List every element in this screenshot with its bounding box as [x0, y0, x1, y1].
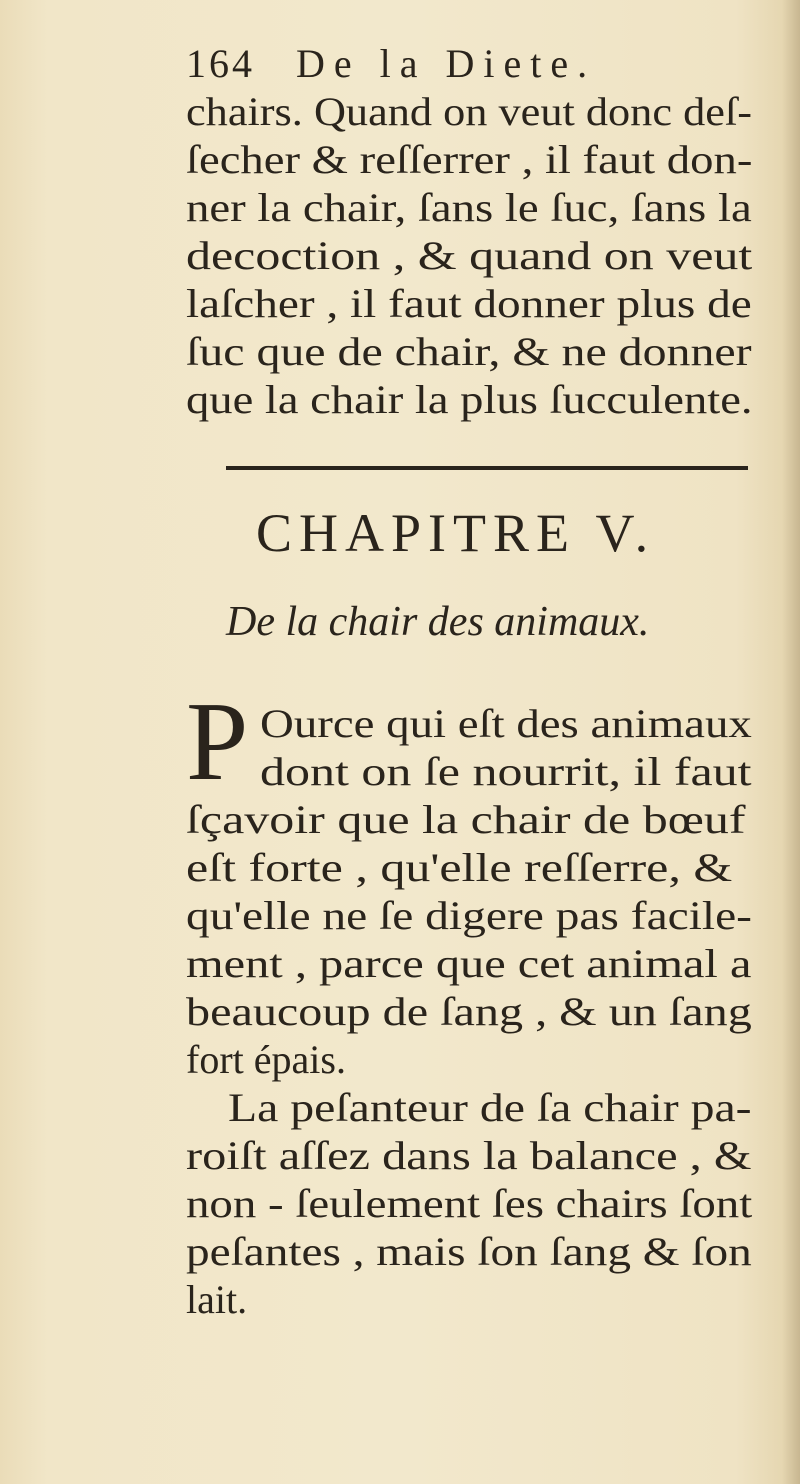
- page-number: 164: [186, 41, 255, 86]
- text-line: lait.: [186, 1277, 248, 1322]
- text-line: eſt forte , qu'elle reſſerre, &: [186, 845, 733, 890]
- text-line: dont on ſe nourrit, il faut: [260, 749, 752, 794]
- running-header: [186, 40, 596, 88]
- text-line: ſecher & reſſerrer , il faut don-: [186, 137, 753, 182]
- text-line: ſuc que de chair, & ne donner: [186, 329, 752, 374]
- text-line: ner la chair, ſans le ſuc, ſans la: [186, 185, 752, 230]
- section-divider: [226, 466, 748, 470]
- text-line: laſcher , il faut donner plus de: [186, 281, 752, 326]
- text-line: Ource qui eſt des animaux: [260, 701, 752, 746]
- text-line: beaucoup de ſang , & un ſang: [186, 989, 752, 1034]
- text-line: fort épais.: [186, 1037, 346, 1082]
- chapter-heading: CHAPITRE V.: [256, 503, 656, 563]
- drop-cap: P: [186, 680, 249, 804]
- text-line: chairs. Quand on veut donc deſ-: [186, 89, 752, 134]
- text-line: La peſanteur de ſa chair pa-: [228, 1085, 752, 1130]
- text-line: qu'elle ne ſe digere pas facile-: [186, 893, 752, 938]
- text-line: non - ſeulement ſes chairs ſont: [186, 1181, 753, 1226]
- running-title: De la Diete.: [296, 41, 597, 86]
- text-line: ſçavoir que la chair de bœuf: [186, 797, 746, 842]
- text-line: peſantes , mais ſon ſang & ſon: [186, 1229, 752, 1274]
- text-line: que la chair la plus ſucculente.: [186, 377, 753, 422]
- text-line: roiſt aſſez dans la balance , &: [186, 1133, 752, 1178]
- chapter-subtitle: De la chair des animaux.: [226, 599, 650, 645]
- text-line: ment , parce que cet animal a: [186, 941, 752, 986]
- text-line: decoction , & quand on veut: [186, 233, 753, 278]
